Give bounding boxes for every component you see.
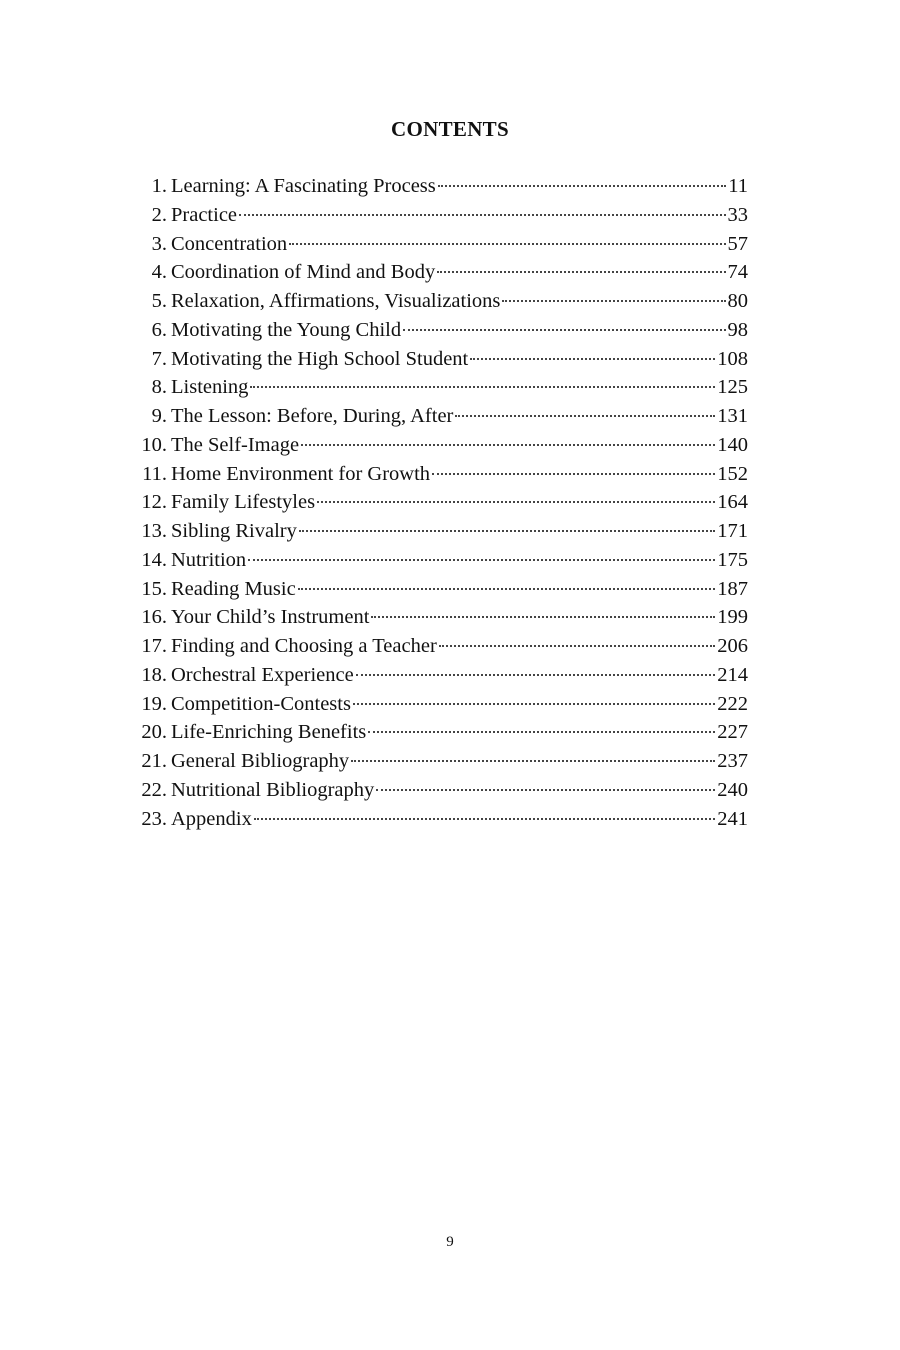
toc-entry-number: 3. [151,232,167,255]
toc-entry-title: The Lesson: Before, During, After [171,405,454,427]
toc-entry-number: 21. [141,750,167,772]
toc-entry-number: 5. [151,290,167,312]
toc-dot-leader [298,588,716,590]
toc-entry[interactable] [131,776,748,805]
toc-dot-leader [301,444,715,446]
toc-entry[interactable] [131,373,748,402]
toc-dot-leader [403,329,725,331]
toc-entry-page: 125 [717,376,748,399]
toc-entry-title: Finding and Choosing a Teacher [171,635,437,657]
toc-entry[interactable] [131,488,748,517]
toc-entry[interactable] [131,805,748,834]
toc-entry-title: Learning: A Fascinating Process [171,175,436,197]
page-title: CONTENTS [391,117,509,141]
toc-entry[interactable] [131,690,748,719]
toc-dot-leader [250,386,715,388]
toc-entry[interactable] [131,632,748,661]
toc-entry[interactable] [131,258,748,287]
page-number: 9 [446,1234,454,1250]
toc-entry-page: 222 [717,692,748,715]
toc-entry-page: 240 [717,778,748,801]
toc-dot-leader [376,789,715,791]
toc-entry-number: 13. [141,520,167,542]
toc-entry-title: Practice [171,203,238,226]
toc-dot-leader [351,760,715,762]
toc-entry-title: Appendix [171,807,252,830]
toc-entry[interactable] [131,345,748,374]
toc-entry-page: 131 [717,405,748,427]
toc-entry-number: 9. [151,405,167,427]
toc-entry-page: 206 [717,635,748,657]
toc-entry-number: 14. [141,548,167,571]
toc-entry-page: 171 [717,520,748,542]
toc-entry[interactable] [131,747,748,776]
toc-dot-leader [470,358,715,360]
toc-entry-number: 15. [141,577,167,600]
toc-entry-page: 140 [717,433,748,456]
toc-entry-page: 11 [728,175,748,197]
toc-entry-number: 22. [141,778,167,801]
toc-dot-leader [437,271,725,273]
toc-entry[interactable] [131,546,748,575]
toc-dot-leader [356,674,716,676]
toc-dot-leader [439,645,715,647]
toc-dot-leader [353,703,715,705]
toc-entry-title: Motivating the High School Student [171,347,469,370]
toc-entry-number: 17. [141,635,167,657]
toc-entry-number: 16. [141,606,167,629]
toc-entry-title: Nutrition [171,548,247,571]
toc-entry-number: 20. [141,721,167,744]
toc-entry-page: 227 [717,721,748,744]
toc-dot-leader [254,818,715,820]
toc-dot-leader [289,243,725,245]
toc-dot-leader [248,559,715,561]
toc-entry-title: Life-Enriching Benefits [171,721,367,744]
toc-entry[interactable] [131,603,748,632]
toc-entry-number: 8. [151,376,167,399]
toc-entry-title: Orchestral Experience [171,663,354,686]
toc-dot-leader [502,300,725,302]
toc-entry[interactable] [131,402,748,431]
toc-entry[interactable] [131,517,748,546]
toc-entry-page: 175 [717,548,748,571]
toc-entry-title: General Bibliography [171,750,350,772]
toc-entry-page: 187 [717,577,748,600]
toc-entry-title: Relaxation, Affirmations, Visualizations [171,290,501,312]
toc-entry[interactable] [131,316,748,345]
toc-entry[interactable] [131,172,748,201]
toc-entry-title: Concentration [171,232,288,255]
toc-entry-title: Family Lifestyles [171,491,316,514]
toc-entry-title: The Self-Image [171,433,300,456]
toc-entry-number: 1. [151,175,167,197]
toc-entry-title: Competition-Contests [171,692,351,715]
toc-entry-number: 4. [151,261,167,284]
toc-entry-title: Motivating the Young Child [171,318,402,341]
toc-entry-number: 7. [151,347,167,370]
toc-entry-page: 237 [717,750,748,772]
toc-entry[interactable] [131,718,748,747]
toc-entry-number: 23. [141,807,167,830]
toc-entry-number: 18. [141,663,167,686]
toc-dot-leader [455,415,715,417]
toc-dot-leader [438,185,727,187]
toc-dot-leader [239,214,725,216]
toc-entry-number: 2. [151,203,167,226]
toc-entry-page: 33 [727,203,748,226]
toc-dot-leader [317,501,715,503]
toc-entry-title: Coordination of Mind and Body [171,261,436,284]
toc-entry-title: Reading Music [171,577,296,600]
toc-dot-leader [368,731,715,733]
toc-entry-page: 98 [727,318,748,341]
toc-entry-page: 74 [727,261,748,284]
toc-entry-page: 80 [727,290,748,312]
toc-entry-page: 241 [717,807,748,830]
toc-entry-title: Your Child’s Instrument [171,606,370,629]
toc-entry-page: 199 [717,606,748,629]
toc-entry-page: 108 [717,347,748,370]
toc-entry[interactable] [131,201,748,230]
toc-entry-title: Home Environment for Growth [171,462,431,485]
toc-entry-title: Listening [171,376,249,399]
toc-entry-title: Nutritional Bibliography [171,778,375,801]
toc-entry-number: 12. [141,491,167,514]
toc-entry[interactable] [131,431,748,460]
toc-entry[interactable] [131,287,748,316]
toc-dot-leader [432,473,715,475]
table-of-contents [131,172,748,833]
toc-entry[interactable] [131,230,748,259]
toc-entry-number: 6. [151,318,167,341]
toc-dot-leader [371,616,715,618]
toc-entry-page: 57 [727,232,748,255]
toc-entry-number: 11. [142,462,167,485]
toc-entry-page: 214 [717,663,748,686]
toc-entry-page: 152 [717,462,748,485]
toc-entry[interactable] [131,575,748,604]
toc-entry-number: 19. [141,692,167,715]
toc-entry-page: 164 [717,491,748,514]
toc-entry[interactable] [131,661,748,690]
toc-entry[interactable] [131,460,748,489]
toc-entry-number: 10. [141,433,167,456]
toc-dot-leader [299,530,715,532]
toc-entry-title: Sibling Rivalry [171,520,297,542]
